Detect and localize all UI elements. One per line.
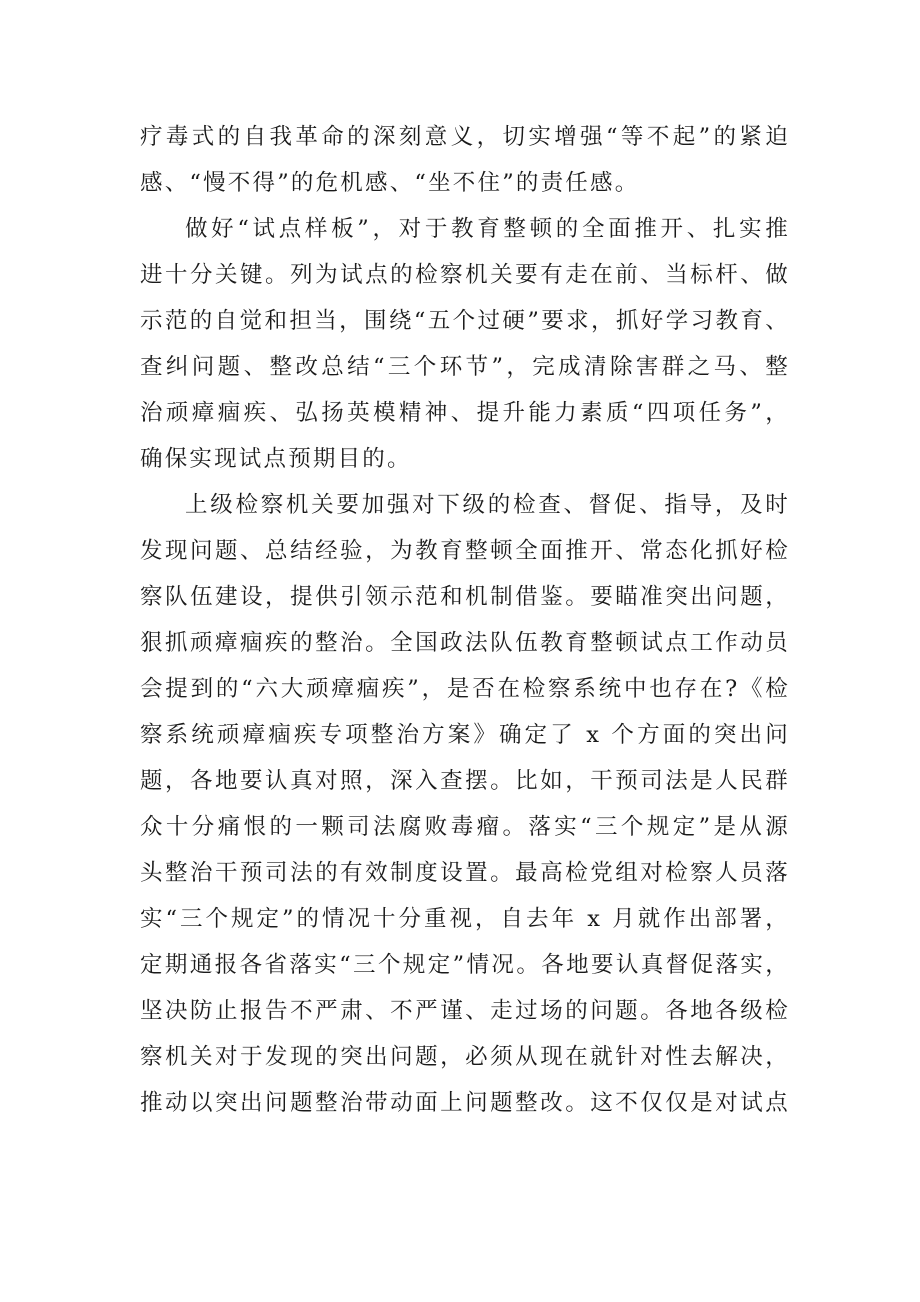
text-line: 察机关对于发现的突出问题，必须从现在就针对性去解决， xyxy=(140,1044,790,1070)
text-line: 疗毒式的自我革命的深刻意义，切实增强“等不起”的紧迫 xyxy=(140,124,790,150)
text-line: 查纠问题、整改总结“三个环节”，完成清除害群之马、整 xyxy=(140,354,790,380)
paragraph-2 xyxy=(140,206,790,482)
paragraph-3 xyxy=(140,482,790,1126)
text-line: 会提到的“六大顽瘴痼疾”，是否在检察系统中也存在?《检 xyxy=(140,676,790,702)
text-line: 坚决防止报告不严肃、不严谨、走过场的问题。各地各级检 xyxy=(140,998,790,1024)
text-line: 感、“慢不得”的危机感、“坐不住”的责任感。 xyxy=(140,170,640,196)
text-line: 实“三个规定”的情况十分重视，自去年 x 月就作出部署， xyxy=(140,906,790,932)
text-line: 题，各地要认真对照，深入查摆。比如，干预司法是人民群 xyxy=(140,768,790,794)
text-line: 进十分关键。列为试点的检察机关要有走在前、当标杆、做 xyxy=(140,262,790,288)
text-line: 察系统顽瘴痼疾专项整治方案》确定了 x 个方面的突出问 xyxy=(140,722,790,748)
text-line: 做好“试点样板”，对于教育整顿的全面推开、扎实推 xyxy=(185,216,790,242)
text-line: 示范的自觉和担当，围绕“五个过硬”要求，抓好学习教育、 xyxy=(140,308,790,334)
text-line: 狠抓顽瘴痼疾的整治。全国政法队伍教育整顿试点工作动员 xyxy=(140,630,790,656)
text-line: 发现问题、总结经验，为教育整顿全面推开、常态化抓好检 xyxy=(140,538,790,564)
text-line: 众十分痛恨的一颗司法腐败毒瘤。落实“三个规定”是从源 xyxy=(140,814,790,840)
text-line: 定期通报各省落实“三个规定”情况。各地要认真督促落实， xyxy=(140,952,790,978)
text-line: 头整治干预司法的有效制度设置。最高检党组对检察人员落 xyxy=(140,860,790,886)
text-line: 确保实现试点预期目的。 xyxy=(140,446,412,472)
text-line: 推动以突出问题整治带动面上问题整改。这不仅仅是对试点 xyxy=(140,1090,790,1116)
document-body xyxy=(140,114,790,1126)
text-line: 上级检察机关要加强对下级的检查、督促、指导，及时 xyxy=(185,492,790,518)
text-line: 察队伍建设，提供引领示范和机制借鉴。要瞄准突出问题， xyxy=(140,584,790,610)
paragraph-1 xyxy=(140,114,790,206)
text-line: 治顽瘴痼疾、弘扬英模精神、提升能力素质“四项任务”， xyxy=(140,400,790,426)
